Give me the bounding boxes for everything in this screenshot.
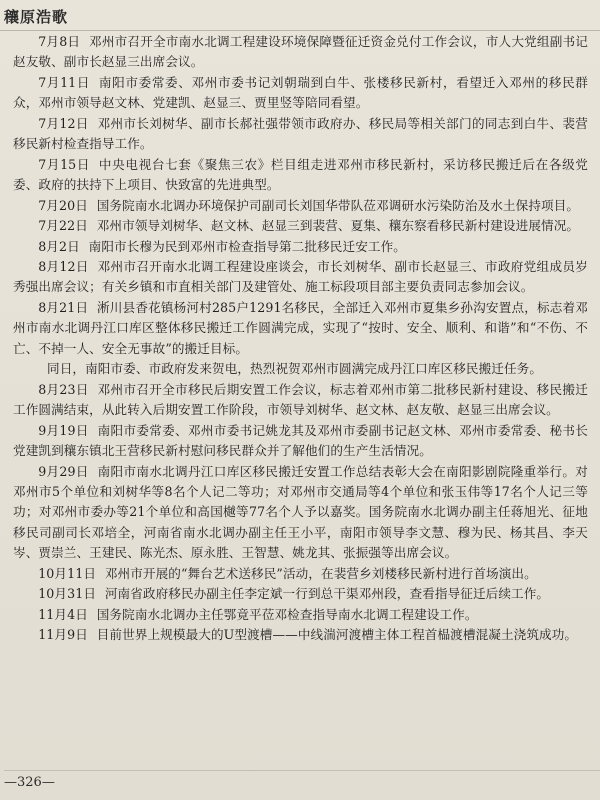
entry-date: 9月19日 [38,422,89,438]
entry-text: 同日，南阳市委、市政府发来贺电，热烈祝贺邓州市圆满完成丹江口库区移民搬迁任务。 [47,361,543,377]
chronicle-entry [13,359,588,379]
entry-date: 10月31日 [38,586,97,602]
page-number: —326— [4,775,55,790]
entry-date: 11月4日 [38,606,88,622]
entry-date: 7月22日 [38,218,88,234]
entry-text: 邓州市召开全市移民后期安置工作会议，标志着邓州市第二批移民新村建设、移民搬迁工作圆满结束，从此转入后期安置工作阶段，市领导刘树华、赵文林、赵友敬、赵显三出席会议。 [13,381,588,418]
entry-text: 邓州市召开南水北调工程建设座谈会，市长刘树华、副市长赵显三、市政府党组成员岁秀强出席会议；有关乡镇和市直相关部门及建管处、施工标段项目部主要负责同志参加会议。 [13,258,588,295]
chronicle-entry [13,584,588,604]
chronicle-entry [13,73,588,114]
chronicle-entry [13,380,588,421]
entry-date: 10月11日 [38,565,97,581]
chronicle-entry [13,257,588,298]
entry-text: 南阳市委常委、邓州市委书记刘朝瑞到白牛、张楼移民新村，看望迁入邓州的移民群众，邓州市领导赵文林、党建凯、赵显三、贾里竖等陪同看望。 [13,74,588,111]
entry-text: 河南省政府移民办副主任李定斌一行到总干渠邓州段，查看指导征迁后续工作。 [104,586,550,602]
entry-date: 7月20日 [38,197,88,213]
entry-text: 淅川县香花镇杨河村285户1291名移民，全部迁入邓州市夏集乡孙沟安置点，标志着邓州市南水北调丹江口库区整体移民搬迁工作圆满完成，实现了“按时、安全、顺利、和谐”和“不伤、不亡、不掉一人、安全无事故”的搬迁目标。 [13,299,589,356]
entry-date: 7月15日 [38,156,91,172]
footer-rule [4,770,600,771]
entry-text: 国务院南水北调办环境保护司副司长刘国华带队莅邓调研水污染防治及水土保持项目。 [96,197,580,213]
entry-text: 南阳市南水北调丹江口库区移民搬迁安置工作总结表彰大会在南阳影剧院隆重举行。对邓州市5个单位和刘树华等8名个人记二等功；对邓州市交通局等4个单位和张玉伟等17名个人记三等功；对邓州市委办等21个单位和高国樾等77名个人予以嘉奖。国务院南水北调办副主任蒋旭光、征地移民司副司长邓培全，河南省南水北调办副主任王小平，南阳市领导李文慧、穆为民、杨其昌、李天岑、贾崇兰、王建民、陈光杰、原永胜、王智慧、姚龙其、张振强等出席会议。 [13,463,588,561]
entry-date: 8月21日 [38,299,89,315]
entry-text: 邓州市长刘树华、副市长郝社强带领市政府办、移民局等相关部门的同志到白牛、裴营移民新村检查指导工作。 [13,115,588,152]
entry-text: 邓州市开展的“舞台艺术送移民”活动，在裴营乡刘楼移民新村进行首场演出。 [104,565,537,581]
entry-text: 目前世界上规模最大的U型渡槽——中线湍河渡槽主体工程首榀渡槽混凝土浇筑成功。 [96,627,578,643]
chronicle-entry [13,462,588,564]
entry-text: 邓州市召开全市南水北调工程建设环境保障暨征迁资金兑付工作会议，市人大党组副书记赵友敬、副市长赵显三出席会议。 [13,34,588,70]
chronicle-content [13,32,588,646]
chronicle-entry [13,32,588,73]
entry-text: 南阳市长穆为民到邓州市检查指导第二批移民迁安工作。 [88,238,406,254]
entry-date: 8月23日 [38,381,89,397]
chronicle-entry [13,196,588,216]
chronicle-entry [13,605,588,625]
chronicle-entry [13,298,588,359]
chronicle-entry [13,564,588,584]
entry-text: 国务院南水北调办主任鄂竟平莅邓检查指导南水北调工程建设工作。 [96,606,478,622]
chronicle-entry [13,216,588,236]
chronicle-entry [13,155,588,196]
entry-date: 8月12日 [38,258,89,274]
entry-date: 9月29日 [38,463,89,479]
running-head: 穰原浩歌 [4,8,69,26]
chronicle-entry [13,421,588,462]
entry-text: 中央电视台七套《聚焦三农》栏目组走进邓州市移民新村，采访移民搬迁后在各级党委、政府的扶持下上项目、快致富的先进典型。 [13,156,588,193]
page-header [0,0,600,31]
chronicle-entry [13,237,588,257]
entry-date: 7月8日 [38,34,81,49]
chronicle-entry [13,625,588,645]
entry-date: 11月9日 [38,627,88,643]
entry-text: 邓州市领导刘树华、赵文林、赵显三到裴营、夏集、穰东察看移民新村建设进展情况。 [96,218,580,234]
entry-date: 7月11日 [38,74,91,90]
entry-date: 7月12日 [38,115,89,131]
chronicle-entry [13,114,588,155]
page-footer [4,770,600,794]
entry-date: 8月2日 [38,238,80,254]
entry-text: 南阳市委常委、邓州市委书记姚龙其及邓州市委副书记赵文林、邓州市委常委、秘书长党建凯到穰东镇北王营移民新村慰问移民群众并了解他们的生产生活情况。 [13,422,588,459]
